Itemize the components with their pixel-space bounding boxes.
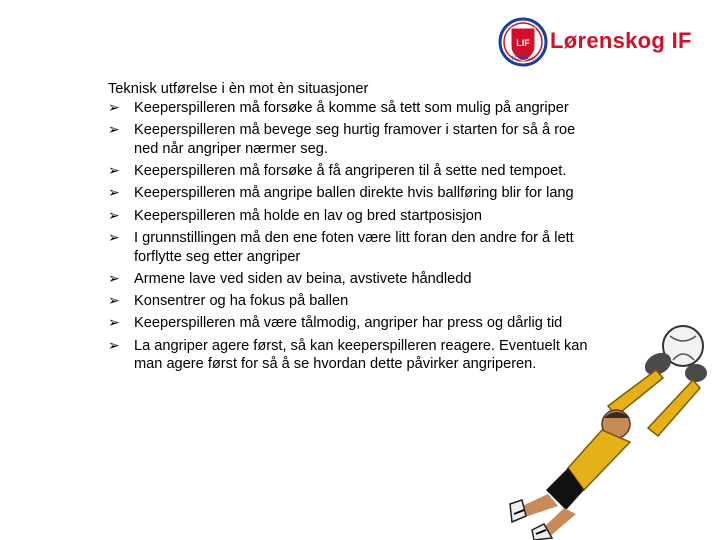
bullet-text: Keeperspilleren må forsøke å få angriperen til å sette ned tempoet.: [134, 163, 567, 179]
bullet-item: [108, 121, 600, 158]
bullet-item: [108, 292, 600, 311]
bullet-item: [108, 162, 600, 181]
badge-letters: LIF: [516, 38, 530, 48]
arrowhead-bullet-icon: ➢: [108, 337, 120, 354]
bullet-text: Armene lave ved siden av beina, avstivete håndledd: [134, 270, 472, 287]
arrowhead-bullet-icon: ➢: [108, 270, 120, 287]
arrowhead-bullet-icon: ➢: [108, 315, 120, 332]
bullet-text: Keeperspilleren må bevege seg hurtig framover i starten for så å roe ned når angriper nærmer seg.: [134, 122, 576, 157]
bullet-item: [108, 270, 600, 289]
bullet-text: I grunnstillingen må den ene foten være litt foran den andre for å lett forflytte seg etter angriper: [134, 229, 574, 265]
bullet-text: Keeperspilleren må forsøke å komme så tett som mulig på angriper: [134, 99, 569, 116]
bullet-text: Konsentrer og ha fokus på ballen: [134, 293, 349, 310]
arrowhead-bullet-icon: ➢: [108, 185, 120, 202]
diving-goalkeeper-icon: [498, 318, 720, 540]
bullet-item: [108, 184, 600, 203]
arrowhead-bullet-icon: ➢: [108, 99, 120, 116]
arrowhead-bullet-icon: ➢: [108, 293, 120, 310]
arrowhead-bullet-icon: ➢: [108, 163, 120, 179]
badge-text: FOTBALL: [511, 56, 535, 62]
bullet-item: [108, 207, 600, 226]
bullet-text: Keeperspilleren må være tålmodig, angriper har press og dårlig tid: [134, 315, 563, 332]
bullet-item: [108, 229, 600, 266]
club-name: Lørenskog IF: [550, 28, 692, 53]
bullet-item: [108, 99, 600, 118]
bullet-text: La angriper agere først, så kan keeperspilleren reagere. Eventuelt kan man agere først for så å se hvordan dette påvirker angriperen.: [134, 337, 588, 373]
bullet-text: Keeperspilleren må holde en lav og bred startposisjon: [134, 207, 483, 224]
arrowhead-bullet-icon: ➢: [108, 229, 120, 246]
club-badge-icon: [498, 16, 548, 68]
club-logo: [498, 16, 718, 68]
arrowhead-bullet-icon: ➢: [108, 207, 120, 224]
arrowhead-bullet-icon: ➢: [108, 122, 120, 138]
bullet-text: Keeperspilleren må angripe ballen direkte hvis ballføring blir for lang: [134, 185, 574, 202]
slide-heading: Teknisk utførelse i èn mot èn situasjoner: [108, 81, 369, 97]
